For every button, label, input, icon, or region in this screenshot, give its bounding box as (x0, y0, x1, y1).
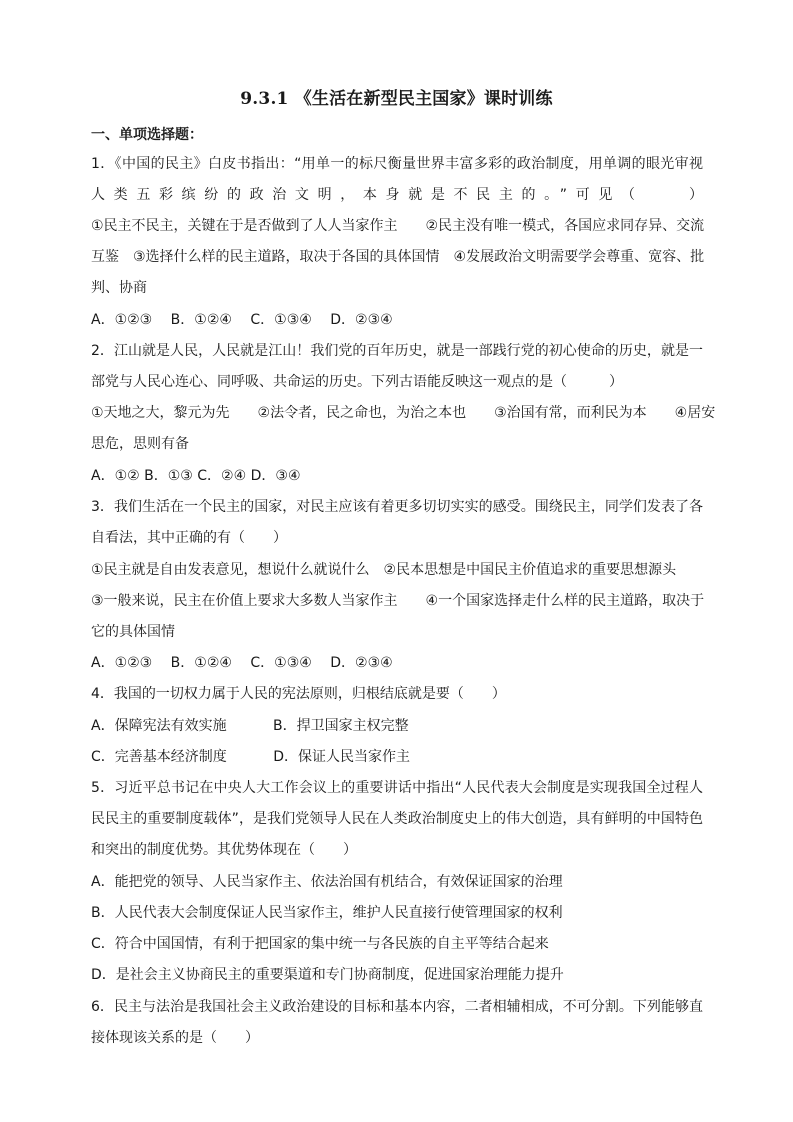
page-title: 9.3.1 《生活在新型民主国家》课时训练 (240, 89, 553, 109)
question-2-statement: 思危，思则有备 (91, 436, 189, 452)
question-2-text: 2．江山就是人民，人民就是江山！我们党的百年历史，就是一部践行党的初心使命的历史，就是一 (91, 343, 703, 359)
question-6-text: 6．民主与法治是我国社会主义政治建设的目标和基本内容，二者相辅相成，不可分割。下列能够直 (91, 999, 703, 1015)
question-1-statement: 判、协商 (91, 280, 147, 296)
question-5-text: 和突出的制度优势。其优势体现在（ ） (91, 842, 357, 858)
question-2-text: 部党与人民心连心、同呼吸、共命运的历史。下列古语能反映这一观点的是（ ） (91, 374, 623, 390)
question-1-text: 1．《中国的民主》白皮书指出：“用单一的标尺衡量世界丰富多彩的政治制度，用单调的眼光审视 (91, 156, 703, 172)
question-3-statement: 它的具体国情 (91, 624, 175, 640)
question-2-options: A．①② B．①③ C．②④ D．③④ (91, 468, 301, 484)
question-2-statement: ①天地之大，黎元为先 ②法令者，民之命也，为治之本也 ③治国有常，而利民为本 ④居安 (91, 405, 716, 421)
question-5-option-a: A．能把党的领导、人民当家作主、依法治国有机结合，有效保证国家的治理 (91, 874, 563, 890)
question-1-statement: ①民主不民主，关键在于是否做到了人人当家作主 ②民主没有唯一模式，各国应求同存异、交流 (91, 218, 705, 234)
question-5-option-b: B．人民代表大会制度保证人民当家作主，维护人民直接行使管理国家的权利 (91, 905, 563, 921)
question-3-text: 3．我们生活在一个民主的国家，对民主应该有着更多切切实实的感受。围绕民主，同学们发表了各 (91, 499, 703, 515)
question-5-option-c: C．符合中国国情，有利于把国家的集中统一与各民族的自主平等结合起来 (91, 936, 549, 952)
question-5-text: 5．习近平总书记在中央人大工作会议上的重要讲话中指出“人民代表大会制度是实现我国全过程人 (91, 780, 703, 796)
question-4-text: 4．我国的一切权力属于人民的宪法原则，归根结底就是要（ ） (91, 686, 506, 702)
section-heading: 一、单项选择题： (91, 127, 203, 143)
question-1-options: A．①②③ B．①②④ C．①③④ D．②③④ (91, 312, 393, 328)
question-1-text: 人类五彩缤纷的政治文明，本身就是不民主的。”可见（ ） (91, 187, 703, 203)
question-5-text: 民民主的重要制度载体”，是我们党领导人民在人类政治制度史上的伟大创造，具有鲜明的中国特色 (91, 811, 703, 827)
question-4-option-row: C．完善基本经济制度 D．保证人民当家作主 (91, 749, 411, 765)
question-6-text: 接体现该关系的是（ ） (91, 1030, 259, 1046)
question-3-options: A．①②③ B．①②④ C．①③④ D．②③④ (91, 655, 393, 671)
question-3-statement: ③一般来说，民主在价值上要求大多数人当家作主 ④一个国家选择走什么样的民主道路，取决于 (91, 593, 705, 609)
question-1-statement: 互鉴 ③选择什么样的民主道路，取决于各国的具体国情 ④发展政治文明需要学会尊重、宽容、批 (91, 249, 705, 265)
question-3-text: 自看法，其中正确的有（ ） (91, 530, 287, 546)
question-4-option-row: A．保障宪法有效实施 B．捍卫国家主权完整 (91, 718, 409, 734)
question-3-statement: ①民主就是自由发表意见，想说什么就说什么 ②民本思想是中国民主价值追求的重要思想源头 (91, 562, 677, 578)
question-5-option-d: D．是社会主义协商民主的重要渠道和专门协商制度，促进国家治理能力提升 (91, 967, 564, 983)
